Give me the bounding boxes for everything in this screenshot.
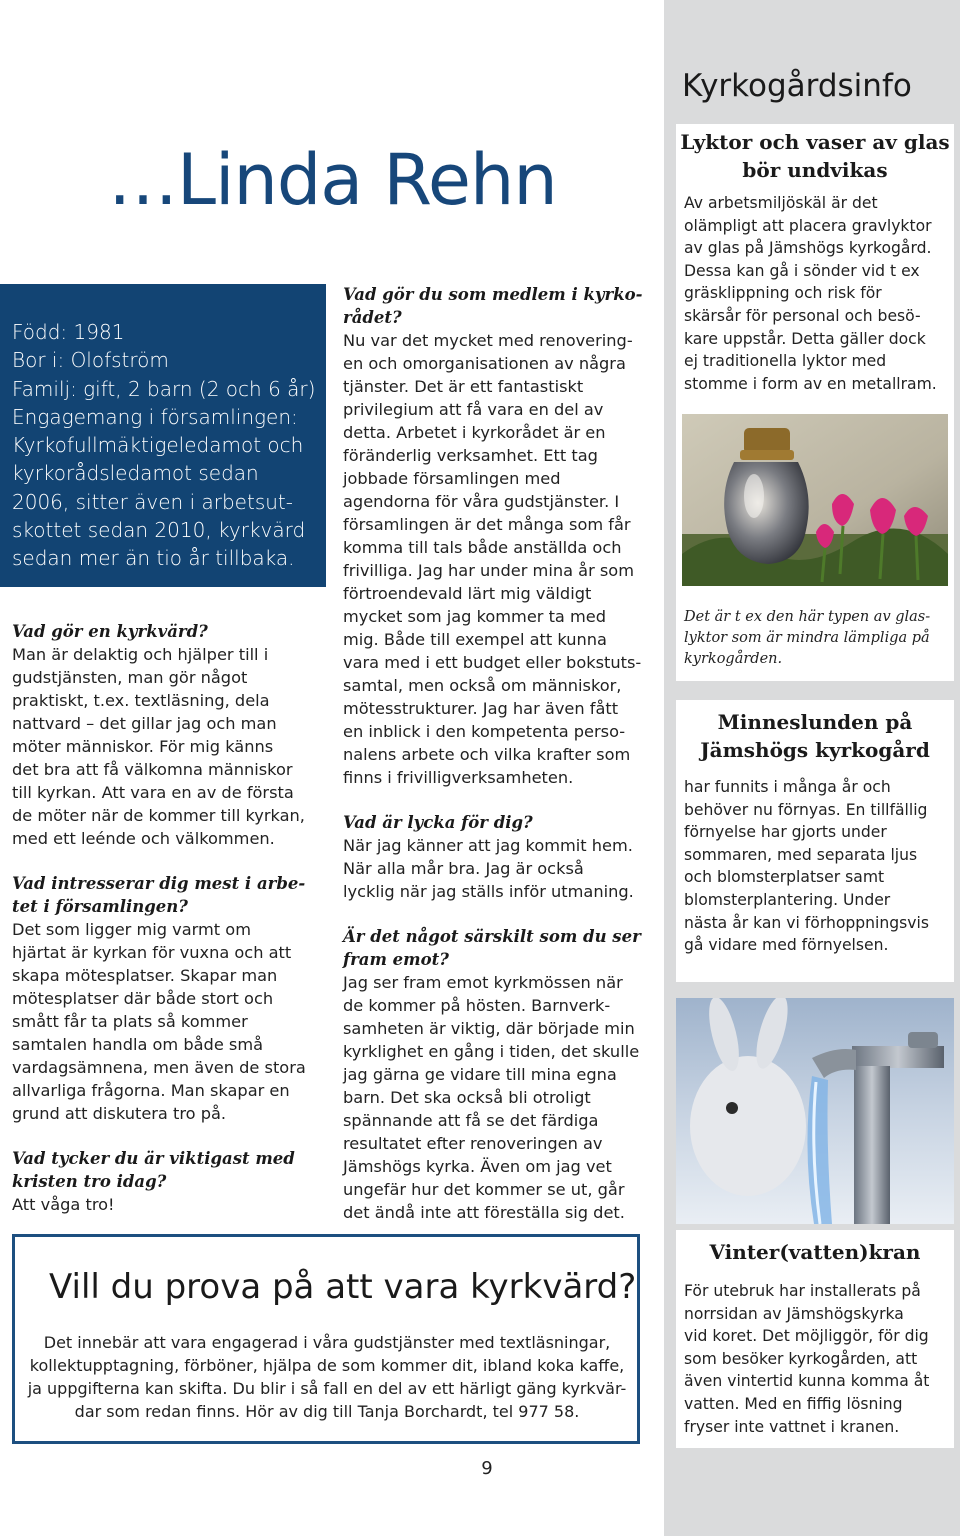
callout-title: Vill du prova på att vara kyrkvärd? (49, 1267, 637, 1307)
winter-tap-card (676, 1230, 954, 1448)
volunteer-callout-box (12, 1234, 640, 1444)
answer: Man är delaktig och hjälper till i gudstjänsten, man gör något praktiskt, t.ex. textläsning, dela nattvard – det gillar jag och man möter människor. För mig känns det bra att få välkomna människor till kyrkan. Att vara en av de första de möter när de kommer till kyrkan, med ett leénde och välkommen. (12, 645, 305, 848)
card-text: Av arbetsmiljöskäl är det olämpligt att placera gravlyktor av glas på Jämshögs kyrkogård. Dessa kan gå i sönder vid t ex gräsklippning och risk för skärsår för personal och besö- kare uppstår. Detta gäller dock ej traditionella lyktor med stomme i form av en metallram. (684, 194, 937, 393)
card-text: För utebruk har installerats på norrsidan av Jämshögskyrka vid koret. Det möjliggör, för dig som besöker kyrkogården, att även vintertid kunna komma åt vatten. Med en fiffig lösning fryser inte vattnet i kranen. (684, 1282, 930, 1436)
card-title: Vinter(vatten)kran (709, 1240, 921, 1264)
middle-column (343, 283, 661, 1224)
question: Vad gör du som medlem i kyrko- rådet? (343, 285, 643, 327)
answer: När jag känner att jag kommit hem. När alla mår bra. Jag är också lycklig när jag ställs inför utmaning. (343, 836, 634, 901)
answer: Nu var det mycket med renovering- en och omorganisationen av några tjänster. Det är ett fantastiskt privilegium att få vara en del av detta. Arbetet i kyrkorådet är en föränderlig verksamhet. Ett tag jobbade församlingen med agendorna för våra gudstjänster. I församlingen är det många som får komma till tals både anställda och frivilliga. Jag har under mina år som förtroendevald lärt mig väldigt mycket som jag kommer ta med mig. Både till exempel att kunna vara med i ett budget eller bokstuts- samtal, men också om människor, mötesstrukturer. Jag har även fått en inblick i den kompetenta perso- nalens arbete och vilka krafter som finns i frivilligverksamheten. (343, 331, 642, 787)
question: Är det något särskilt som du ser fram emot? (343, 927, 641, 969)
glass-lanterns-card (676, 124, 954, 610)
callout-text: Det innebär att vara engagerad i våra gudstjänster med textläsningar, kollektupptagning, förböner, hjälpa de som kommer dit, ibland koka kaffe, ja uppgifterna kan skifta. Du blir i så fall en del av ett härligt gäng kyrkvär- dar som redan finns. Hör av dig till Tanja Borchardt, tel 977 58. (27, 1333, 627, 1421)
page-title: …Linda Rehn (108, 139, 557, 221)
profile-fact-box (0, 284, 326, 587)
answer: Jag ser fram emot kyrkmössen när de kommer på hösten. Barnverk- samheten är viktig, där började min kyrklighet en gång i tiden, det skulle jag gärna ge vidare till mina egna barn. Det ska också bli otroligt spännande att få se det färdiga resultatet efter renoveringen av Jämshögs kyrka. Även om jag vet ungefär hur det kommer se ut, går det ändå inte att föreställa sig det. (343, 973, 640, 1222)
card-text: har funnits i många år och behöver nu förnyas. En tillfällig förnyelse har gjorts under sommaren, med separata ljus och blomsterplatser samt blomsterplantering. Under nästa år kan vi förhoppningsvis gå vidare med förnyelsen. (684, 778, 929, 955)
page-number: 9 (481, 1458, 493, 1479)
sidebar-heading: Kyrkogårdsinfo (682, 68, 912, 104)
answer: Att våga tro! (12, 1195, 115, 1214)
memorial-grove-card (676, 700, 954, 982)
photo-caption-card (676, 605, 954, 681)
sidebar-churchyard-info (664, 0, 960, 1536)
profile-facts: Född: 1981 Bor i: Olofström Familj: gift, 2 barn (2 och 6 år) Engagemang i församlingen: Kyrkofullmäktigeledamot och kyrkorådsledamot sedan 2006, sitter även i arbetsut- skottet sedan 2010, kyrkvärd sedan mer än tio år tillbaka. (12, 320, 316, 571)
answer: Det som ligger mig varmt om hjärtat är kyrkan för vuxna och att skapa mötesplatser. Skapar man mötesplatser där både stort och smått får ta plats så kommer samtalen handla om både små vardagsämnena, men även de stora allvarliga frågorna. Man skapar en grund att diskutera tro på. (12, 920, 306, 1123)
rabbit-and-water-tap-photo (676, 998, 954, 1224)
question: Vad är lycka för dig? (343, 813, 533, 832)
photo-caption: Det är t ex den här typen av glas- lyktor som är mindra lämpliga på kyrkogården. (684, 609, 931, 667)
card-title: Lyktor och vaser av glas bör undvikas (680, 130, 950, 182)
glass-lantern-with-tulips-photo (682, 414, 948, 586)
left-column (12, 620, 324, 1216)
question: Vad gör en kyrkvärd? (12, 622, 208, 641)
question: Vad tycker du är viktigast med kristen tro idag? (12, 1149, 295, 1191)
question: Vad intresserar dig mest i arbe- tet i församlingen? (12, 874, 306, 916)
card-title: Minneslunden på Jämshögs kyrkogård (700, 710, 930, 762)
